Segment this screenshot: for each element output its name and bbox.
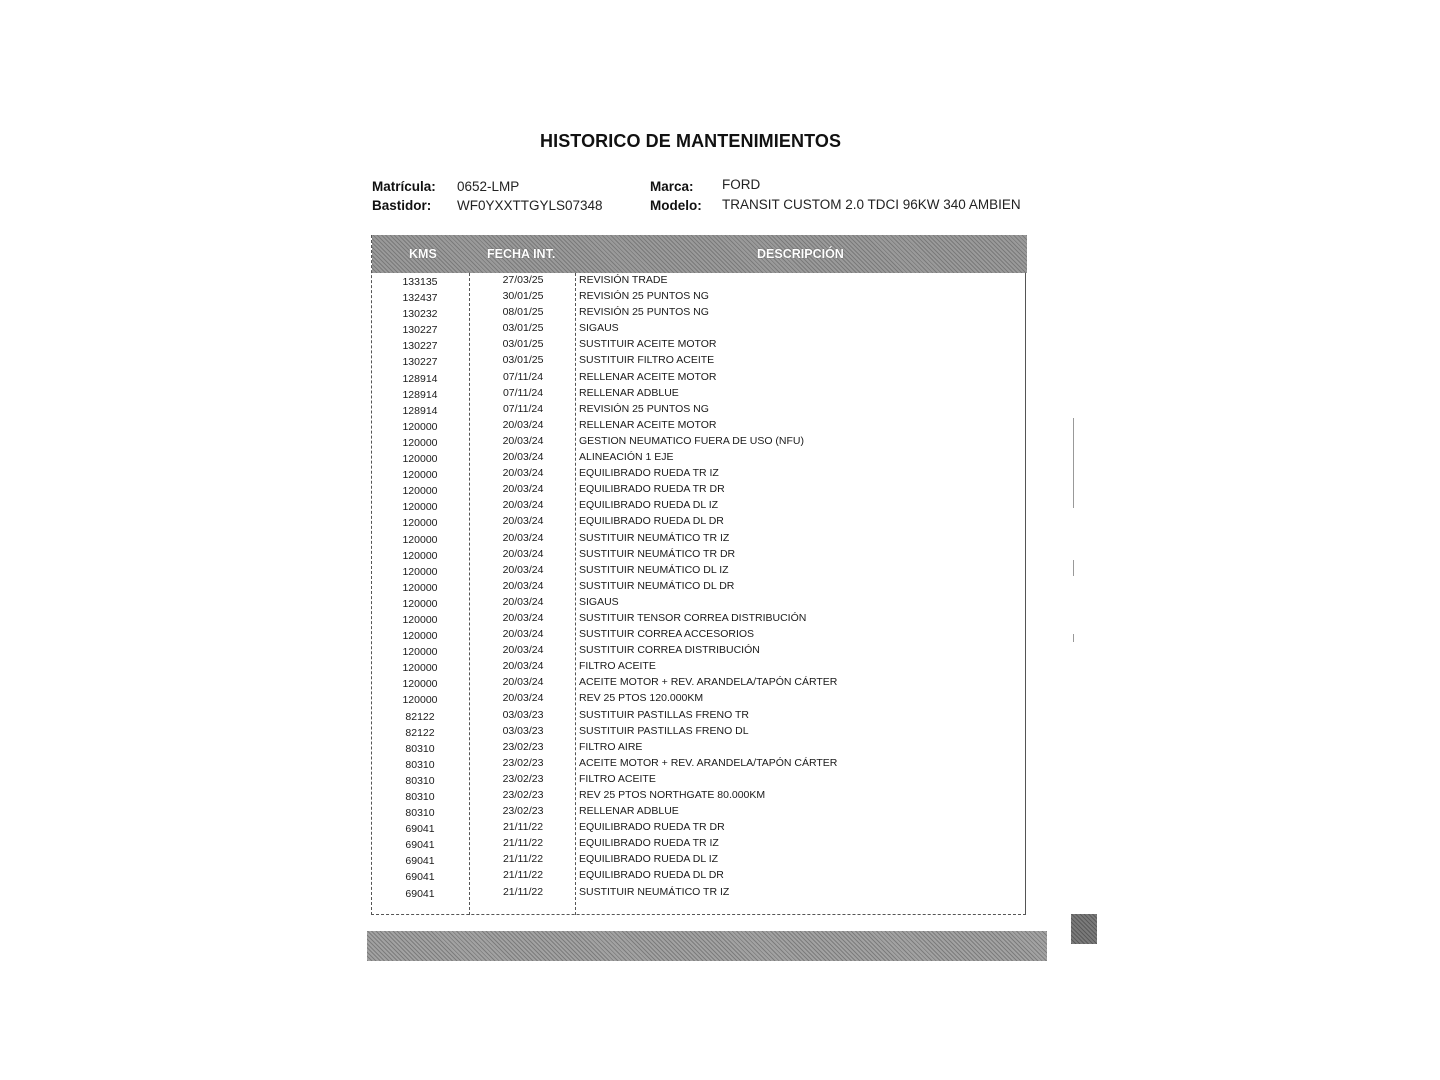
- bastidor-label: Bastidor:: [372, 198, 432, 213]
- descripcion-cell: SIGAUS: [579, 322, 619, 335]
- descripcion-cell: SUSTITUIR ACEITE MOTOR: [579, 338, 717, 351]
- table-row: [372, 869, 1027, 885]
- table-row: [372, 886, 1027, 902]
- marca-value: FORD: [722, 177, 761, 192]
- descripcion-cell: REV 25 PTOS 120.000KM: [579, 692, 704, 705]
- table-row: [372, 371, 1027, 387]
- descripcion-cell: SUSTITUIR PASTILLAS FRENO DL: [579, 724, 749, 737]
- scan-artifact: [1073, 634, 1074, 642]
- fecha-cell: 20/03/24: [502, 676, 544, 689]
- table-header: [372, 235, 1027, 273]
- table-row: [372, 612, 1027, 628]
- marca-label: Marca:: [650, 179, 694, 194]
- table-row: [372, 354, 1027, 370]
- table-row: [372, 580, 1027, 596]
- fecha-cell: 20/03/24: [502, 692, 544, 705]
- descripcion-cell: ALINEACIÓN 1 EJE: [579, 451, 674, 464]
- table-row: [372, 725, 1027, 741]
- kms-cell: 69041: [405, 855, 435, 868]
- kms-cell: 80310: [405, 742, 435, 755]
- kms-cell: 120000: [402, 436, 438, 449]
- fecha-cell: 23/02/23: [502, 772, 544, 785]
- descripcion-cell: SUSTITUIR NEUMÁTICO TR DR: [579, 547, 736, 560]
- descripcion-cell: GESTION NEUMATICO FUERA DE USO (NFU): [579, 434, 804, 447]
- kms-cell: 120000: [402, 613, 438, 626]
- kms-cell: 120000: [402, 646, 438, 659]
- descripcion-cell: RELLENAR ACEITE MOTOR: [579, 418, 717, 431]
- fecha-cell: 30/01/25: [502, 290, 544, 303]
- descripcion-cell: FILTRO ACEITE: [579, 660, 656, 673]
- table-row: [372, 274, 1027, 290]
- kms-cell: 120000: [402, 565, 438, 578]
- kms-cell: 80310: [405, 807, 435, 820]
- table-row: [372, 419, 1027, 435]
- fecha-cell: 08/01/25: [502, 306, 544, 319]
- kms-cell: 120000: [402, 662, 438, 675]
- table-row: [372, 403, 1027, 419]
- kms-cell: 82122: [405, 710, 435, 723]
- fecha-cell: 23/02/23: [502, 756, 544, 769]
- fecha-cell: 23/02/23: [502, 740, 544, 753]
- table-row: [372, 789, 1027, 805]
- matricula-value: 0652-LMP: [457, 179, 520, 194]
- header-descripcion: DESCRIPCIÓN: [757, 247, 844, 261]
- kms-cell: 80310: [405, 774, 435, 787]
- kms-cell: 82122: [405, 726, 435, 739]
- fecha-cell: 03/03/23: [502, 724, 544, 737]
- descripcion-cell: RELLENAR ADBLUE: [579, 805, 679, 818]
- table-body: [372, 274, 1027, 902]
- matricula-label: Matrícula:: [372, 179, 436, 194]
- table-row: [372, 483, 1027, 499]
- descripcion-cell: SUSTITUIR NEUMÁTICO TR IZ: [579, 531, 730, 544]
- kms-cell: 130227: [402, 356, 438, 369]
- maintenance-table: [371, 235, 1026, 915]
- descripcion-cell: EQUILIBRADO RUEDA DL IZ: [579, 499, 719, 512]
- kms-cell: 120000: [402, 453, 438, 466]
- fecha-cell: 21/11/22: [502, 885, 544, 898]
- fecha-cell: 03/03/23: [502, 708, 544, 721]
- fecha-cell: 20/03/24: [502, 499, 544, 512]
- kms-cell: 120000: [402, 630, 438, 643]
- fecha-cell: 21/11/22: [502, 869, 544, 882]
- descripcion-cell: ACEITE MOTOR + REV. ARANDELA/TAPÓN CÁRTER: [579, 676, 838, 689]
- descripcion-cell: FILTRO ACEITE: [579, 772, 656, 785]
- descripcion-cell: SUSTITUIR CORREA DISTRIBUCIÓN: [579, 644, 760, 657]
- descripcion-cell: SUSTITUIR PASTILLAS FRENO TR: [579, 708, 749, 721]
- kms-cell: 69041: [405, 887, 435, 900]
- descripcion-cell: SUSTITUIR NEUMÁTICO DL DR: [579, 579, 735, 592]
- table-row: [372, 338, 1027, 354]
- descripcion-cell: FILTRO AIRE: [579, 740, 643, 753]
- fecha-cell: 20/03/24: [502, 547, 544, 560]
- kms-cell: 128914: [402, 388, 438, 401]
- descripcion-cell: SIGAUS: [579, 595, 619, 608]
- kms-cell: 128914: [402, 372, 438, 385]
- scan-artifact: [1073, 560, 1074, 576]
- table-row: [372, 290, 1027, 306]
- fecha-cell: 20/03/24: [502, 483, 544, 496]
- fecha-cell: 21/11/22: [502, 837, 544, 850]
- table-row: [372, 692, 1027, 708]
- fecha-cell: 03/01/25: [502, 354, 544, 367]
- descripcion-cell: SUSTITUIR CORREA ACCESORIOS: [579, 628, 755, 641]
- descripcion-cell: SUSTITUIR TENSOR CORREA DISTRIBUCIÓN: [579, 611, 807, 624]
- kms-cell: 120000: [402, 694, 438, 707]
- header-kms: KMS: [409, 247, 437, 261]
- header-fecha: FECHA INT.: [487, 247, 556, 261]
- scan-mark: [1071, 914, 1097, 944]
- kms-cell: 120000: [402, 678, 438, 691]
- descripcion-cell: REVISIÓN TRADE: [579, 274, 668, 286]
- fecha-cell: 20/03/24: [502, 515, 544, 528]
- kms-cell: 133135: [402, 276, 438, 288]
- fecha-cell: 20/03/24: [502, 628, 544, 641]
- table-row: [372, 548, 1027, 564]
- fecha-cell: 20/03/24: [502, 467, 544, 480]
- table-row: [372, 435, 1027, 451]
- fecha-cell: 20/03/24: [502, 434, 544, 447]
- kms-cell: 120000: [402, 420, 438, 433]
- descripcion-cell: EQUILIBRADO RUEDA DL DR: [579, 869, 724, 882]
- kms-cell: 120000: [402, 485, 438, 498]
- table-row: [372, 644, 1027, 660]
- fecha-cell: 20/03/24: [502, 644, 544, 657]
- fecha-cell: 20/03/24: [502, 611, 544, 624]
- descripcion-cell: EQUILIBRADO RUEDA TR DR: [579, 483, 725, 496]
- kms-cell: 80310: [405, 758, 435, 771]
- kms-cell: 120000: [402, 549, 438, 562]
- descripcion-cell: EQUILIBRADO RUEDA DL DR: [579, 515, 724, 528]
- table-row: [372, 306, 1027, 322]
- table-row: [372, 499, 1027, 515]
- table-row: [372, 837, 1027, 853]
- kms-cell: 130227: [402, 324, 438, 337]
- table-row: [372, 853, 1027, 869]
- table-row: [372, 676, 1027, 692]
- kms-cell: 69041: [405, 823, 435, 836]
- descripcion-cell: EQUILIBRADO RUEDA DL IZ: [579, 853, 719, 866]
- fecha-cell: 21/11/22: [502, 821, 544, 834]
- scan-artifact: [1073, 418, 1074, 508]
- descripcion-cell: REVISIÓN 25 PUNTOS NG: [579, 290, 709, 303]
- descripcion-cell: EQUILIBRADO RUEDA TR IZ: [579, 837, 719, 850]
- fecha-cell: 20/03/24: [502, 660, 544, 673]
- descripcion-cell: EQUILIBRADO RUEDA TR DR: [579, 821, 725, 834]
- kms-cell: 128914: [402, 404, 438, 417]
- fecha-cell: 27/03/25: [502, 274, 544, 286]
- fecha-cell: 03/01/25: [502, 338, 544, 351]
- kms-cell: 132437: [402, 292, 438, 305]
- table-row: [372, 741, 1027, 757]
- modelo-value: TRANSIT CUSTOM 2.0 TDCI 96KW 340 AMBIEN: [722, 197, 1021, 212]
- descripcion-cell: RELLENAR ADBLUE: [579, 386, 679, 399]
- table-row: [372, 821, 1027, 837]
- kms-cell: 120000: [402, 501, 438, 514]
- table-row: [372, 532, 1027, 548]
- kms-cell: 80310: [405, 791, 435, 803]
- fecha-cell: 23/02/23: [502, 805, 544, 818]
- fecha-cell: 07/11/24: [502, 402, 544, 415]
- kms-cell: 69041: [405, 839, 435, 852]
- table-row: [372, 660, 1027, 676]
- footer-bar: [367, 931, 1047, 961]
- fecha-cell: 20/03/24: [502, 531, 544, 544]
- fecha-cell: 03/01/25: [502, 322, 544, 335]
- table-row: [372, 757, 1027, 773]
- kms-cell: 120000: [402, 533, 438, 546]
- fecha-cell: 20/03/24: [502, 595, 544, 608]
- table-row: [372, 596, 1027, 612]
- table-row: [372, 805, 1027, 821]
- kms-cell: 130227: [402, 340, 438, 353]
- descripcion-cell: SUSTITUIR NEUMÁTICO DL IZ: [579, 563, 729, 576]
- fecha-cell: 07/11/24: [502, 370, 544, 383]
- descripcion-cell: SUSTITUIR FILTRO ACEITE: [579, 354, 715, 367]
- kms-cell: 120000: [402, 517, 438, 530]
- kms-cell: 69041: [405, 871, 435, 884]
- fecha-cell: 23/02/23: [502, 789, 544, 801]
- page-title: HISTORICO DE MANTENIMIENTOS: [540, 131, 842, 151]
- fecha-cell: 07/11/24: [502, 386, 544, 399]
- modelo-label: Modelo:: [650, 198, 702, 213]
- table-row: [372, 709, 1027, 725]
- bastidor-value: WF0YXXTTGYLS07348: [457, 198, 603, 213]
- descripcion-cell: RELLENAR ACEITE MOTOR: [579, 370, 717, 383]
- descripcion-cell: REVISIÓN 25 PUNTOS NG: [579, 306, 709, 319]
- table-row: [372, 451, 1027, 467]
- fecha-cell: 20/03/24: [502, 418, 544, 431]
- table-row: [372, 564, 1027, 580]
- kms-cell: 120000: [402, 469, 438, 482]
- table-row: [372, 467, 1027, 483]
- kms-cell: 120000: [402, 581, 438, 594]
- descripcion-cell: REVISIÓN 25 PUNTOS NG: [579, 402, 709, 415]
- table-row: [372, 387, 1027, 403]
- table-row: [372, 322, 1027, 338]
- descripcion-cell: EQUILIBRADO RUEDA TR IZ: [579, 467, 719, 480]
- fecha-cell: 20/03/24: [502, 563, 544, 576]
- descripcion-cell: ACEITE MOTOR + REV. ARANDELA/TAPÓN CÁRTER: [579, 756, 838, 769]
- table-row: [372, 515, 1027, 531]
- table-row: [372, 628, 1027, 644]
- table-row: [372, 773, 1027, 789]
- kms-cell: 130232: [402, 308, 438, 321]
- descripcion-cell: SUSTITUIR NEUMÁTICO TR IZ: [579, 885, 730, 898]
- fecha-cell: 21/11/22: [502, 853, 544, 866]
- descripcion-cell: REV 25 PTOS NORTHGATE 80.000KM: [579, 789, 766, 801]
- kms-cell: 120000: [402, 597, 438, 610]
- fecha-cell: 20/03/24: [502, 451, 544, 464]
- fecha-cell: 20/03/24: [502, 579, 544, 592]
